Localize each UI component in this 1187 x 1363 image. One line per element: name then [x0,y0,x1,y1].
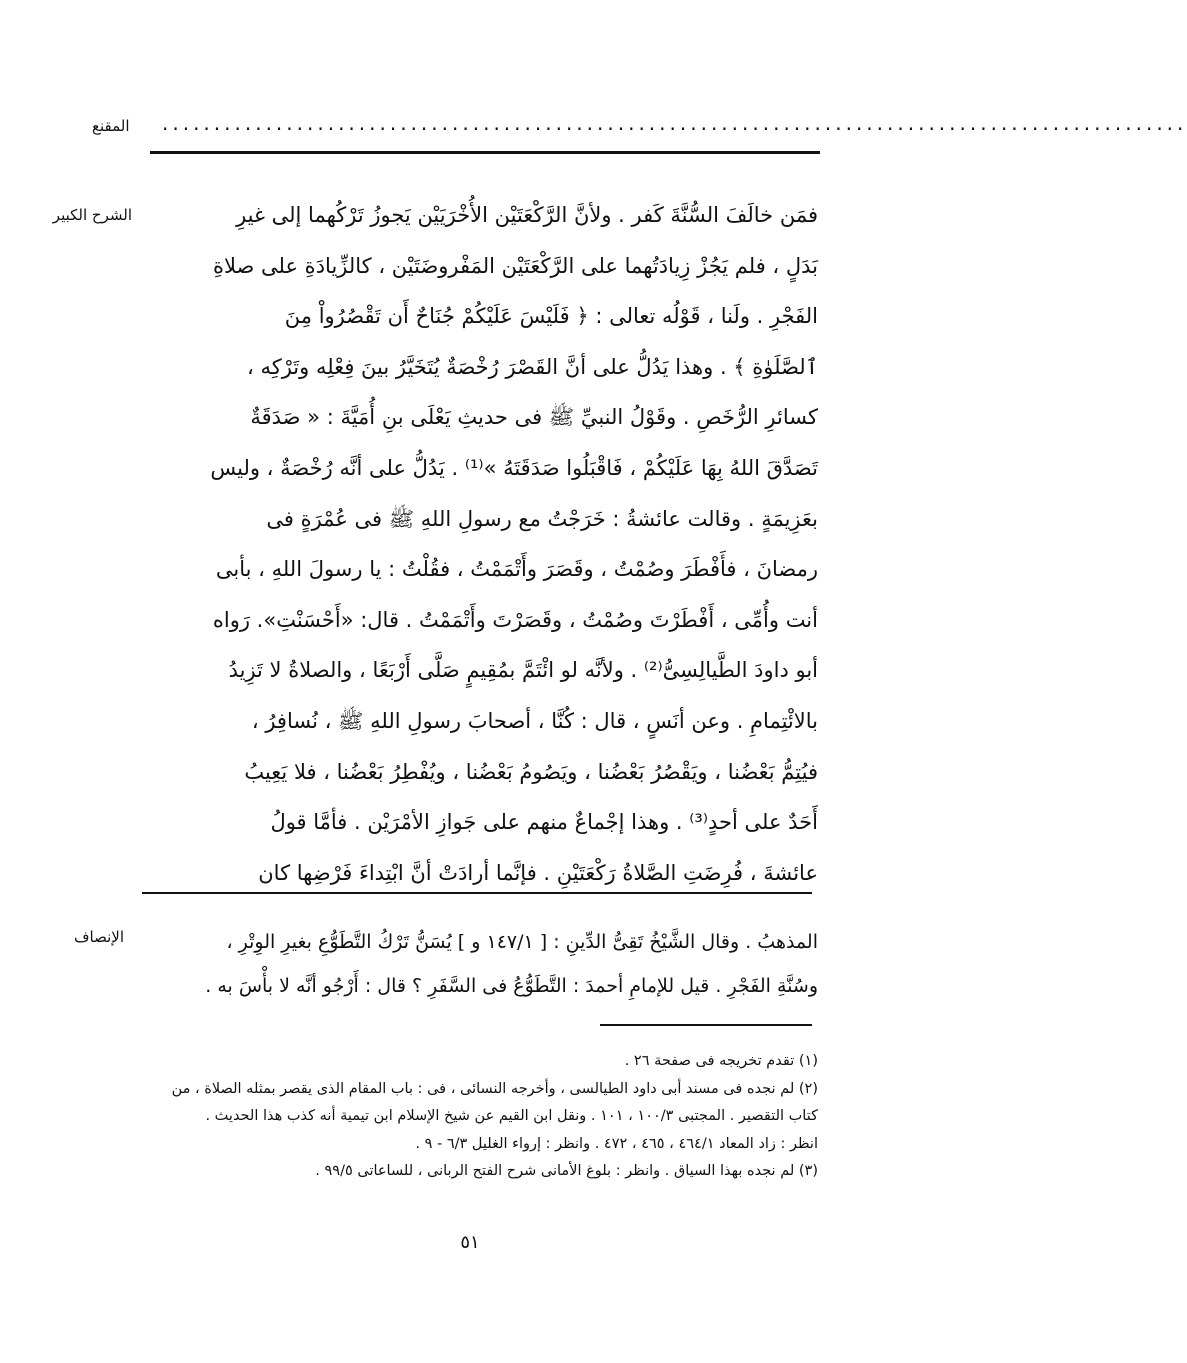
section-divider-rule [142,892,812,894]
header-dot-leader: ................................................................................................... [162,111,1187,135]
main-text-line: عائشةَ ، فُرِضَتِ الصَّلاةُ رَكْعَتَيْنِ . فإنَّما أرادَتْ أنَّ ابْتِداءَ فَرْضِها كان [258,860,818,885]
main-text-line: أبو داودَ الطَّيالِسِىُّ⁽²⁾ . ولأنَّه لو ائْتَمَّ بمُقِيمٍ صَلَّى أَرْبَعًا ، والصلاةُ لا تَزِيدُ [228,658,818,683]
main-text-line: فيُتِمُّ بَعْضُنا ، ويَقْصُرُ بَعْضُنا ، ويَصُومُ بَعْضُنا ، ويُفْطِرُ بَعْضُنا ، فلا يَعِيبُ [244,759,818,784]
main-text-line: بَدَلٍ ، فلم يَجُزْ زِيادَتُهما على الرَّكْعَتَيْن المَفْروضَتَيْن ، كالزِّيادَةِ على صلاةِ [212,253,818,278]
header-rule [150,151,820,154]
main-text-line: أنت وأُمِّى ، أَفْطَرْتَ وصُمْتُ ، وقَصَرْتَ وأَتْمَمْتُ . قال: «أَحْسَنْتِ». رَواه [212,607,818,632]
side-label-insaf: الإنصاف [73,928,124,946]
footnote-line: (١) تقدم تخريجه فى صفحة ٢٦ . [624,1053,818,1069]
footnote-line: انظر : زاد المعاد ٤٦٤/١ ، ٤٦٥ ، ٤٧٢ . وانظر : إرواء الغليل ٦/٣ - ٩ . [415,1135,818,1152]
footnote-line: كتاب التقصير . المجتبى ١٠٠/٣ ، ١٠١ . ونقل ابن القيم عن شيخ الإسلام ابن تيمية أنه كذب هذا الحديث . [205,1108,818,1124]
main-text-line: بعَزِيمَةٍ . وقالت عائشةُ : خَرَجْتُ مع رسولِ اللهِ ﷺ فى عُمْرَةٍ فى [266,506,818,531]
main-text-line: الفَجْرِ . ولَنا ، قَوْلُه تعالى : ﴿ فَلَيْسَ عَلَيْكُمْ جُنَاحٌ أَن تَقْصُرُواْ مِنَ [284,304,818,329]
footnote-line: (٢) لم نجده فى مسند أبى داود الطيالسى ، وأخرجه النسائى ، فى : باب المقام الذى يقصر بمثله الصلاة ، من [171,1080,818,1097]
main-text-block [150,190,818,898]
insaf-text-line: المذهبُ . وقال الشَّيْخُ تَقِىُّ الدِّينِ : [ ١٤٧/١ و ] يُسَنُّ تَرْكُ التَّطَوُّعِ بغيرِ الوِتْرِ ، [226,931,818,953]
footnote-rule [600,1024,812,1026]
side-label-sharh-kabir: الشرح الكبير [52,206,132,224]
footnotes-block [130,1048,818,1186]
main-text-line: أَحَدٌ على أحدٍ⁽³⁾ . وهذا إجْماعٌ منهم على جَوازِ الأمْرَيْن . فأمَّا قولُ [270,810,818,835]
insaf-text-line: وسُنَّةِ الفَجْرِ . قيل للإمامِ أحمدَ : التَّطَوُّعُ فى السَّفَرِ ؟ قال : أَرْجُو أنَّه لا بأْسَ به . [205,975,818,997]
main-text-line: ٱلصَّلَوٰةِ ﴾ . وهذا يَدُلُّ على أنَّ القَصْرَ رُخْصَةٌ يُتَخَيَّرُ بينَ فِعْلِه وتَرْكِه ، [247,354,818,379]
main-text-line: تَصَدَّقَ اللهُ بِهَا عَلَيْكُمْ ، فَاقْبَلُوا صَدَقَتَهُ »⁽¹⁾ . يَدُلُّ على أنَّه رُخْصَةٌ ، وليس [210,455,818,480]
insaf-text-block [150,920,818,1008]
main-text-line: رمضانَ ، فأَفْطَرَ وصُمْتُ ، وقَصَرَ وأَتْمَمْتُ ، فقُلْتُ : يا رسولَ اللهِ ، بأبى [215,557,818,582]
page-number: ٥١ [460,1232,480,1253]
footnote-line: (٣) لم نجده بهذا السياق . وانظر : بلوغ الأمانى شرح الفتح الربانى ، للساعاتى ٩٩/٥ . [315,1163,818,1179]
main-text-line: كسائرِ الرُّخَصِ . وقَوْلُ النبيِّ ﷺ فى حديثِ يَعْلَى بنِ أُمَيَّةَ : « صَدَقَةٌ [250,405,818,430]
running-header-title: المقنع [92,117,130,135]
main-text-line: فمَن خالَفَ السُّنَّةَ كَفر . ولأنَّ الرَّكْعَتَيْن الأُخْرَيَيْن يَجوزُ تَرْكُهما إلى غيرِ [236,203,818,227]
main-text-line: بالائْتِمامِ . وعن أنَسٍ ، قال : كُنَّا ، أصحابَ رسولِ اللهِ ﷺ ، نُسافِرُ ، [251,708,818,733]
